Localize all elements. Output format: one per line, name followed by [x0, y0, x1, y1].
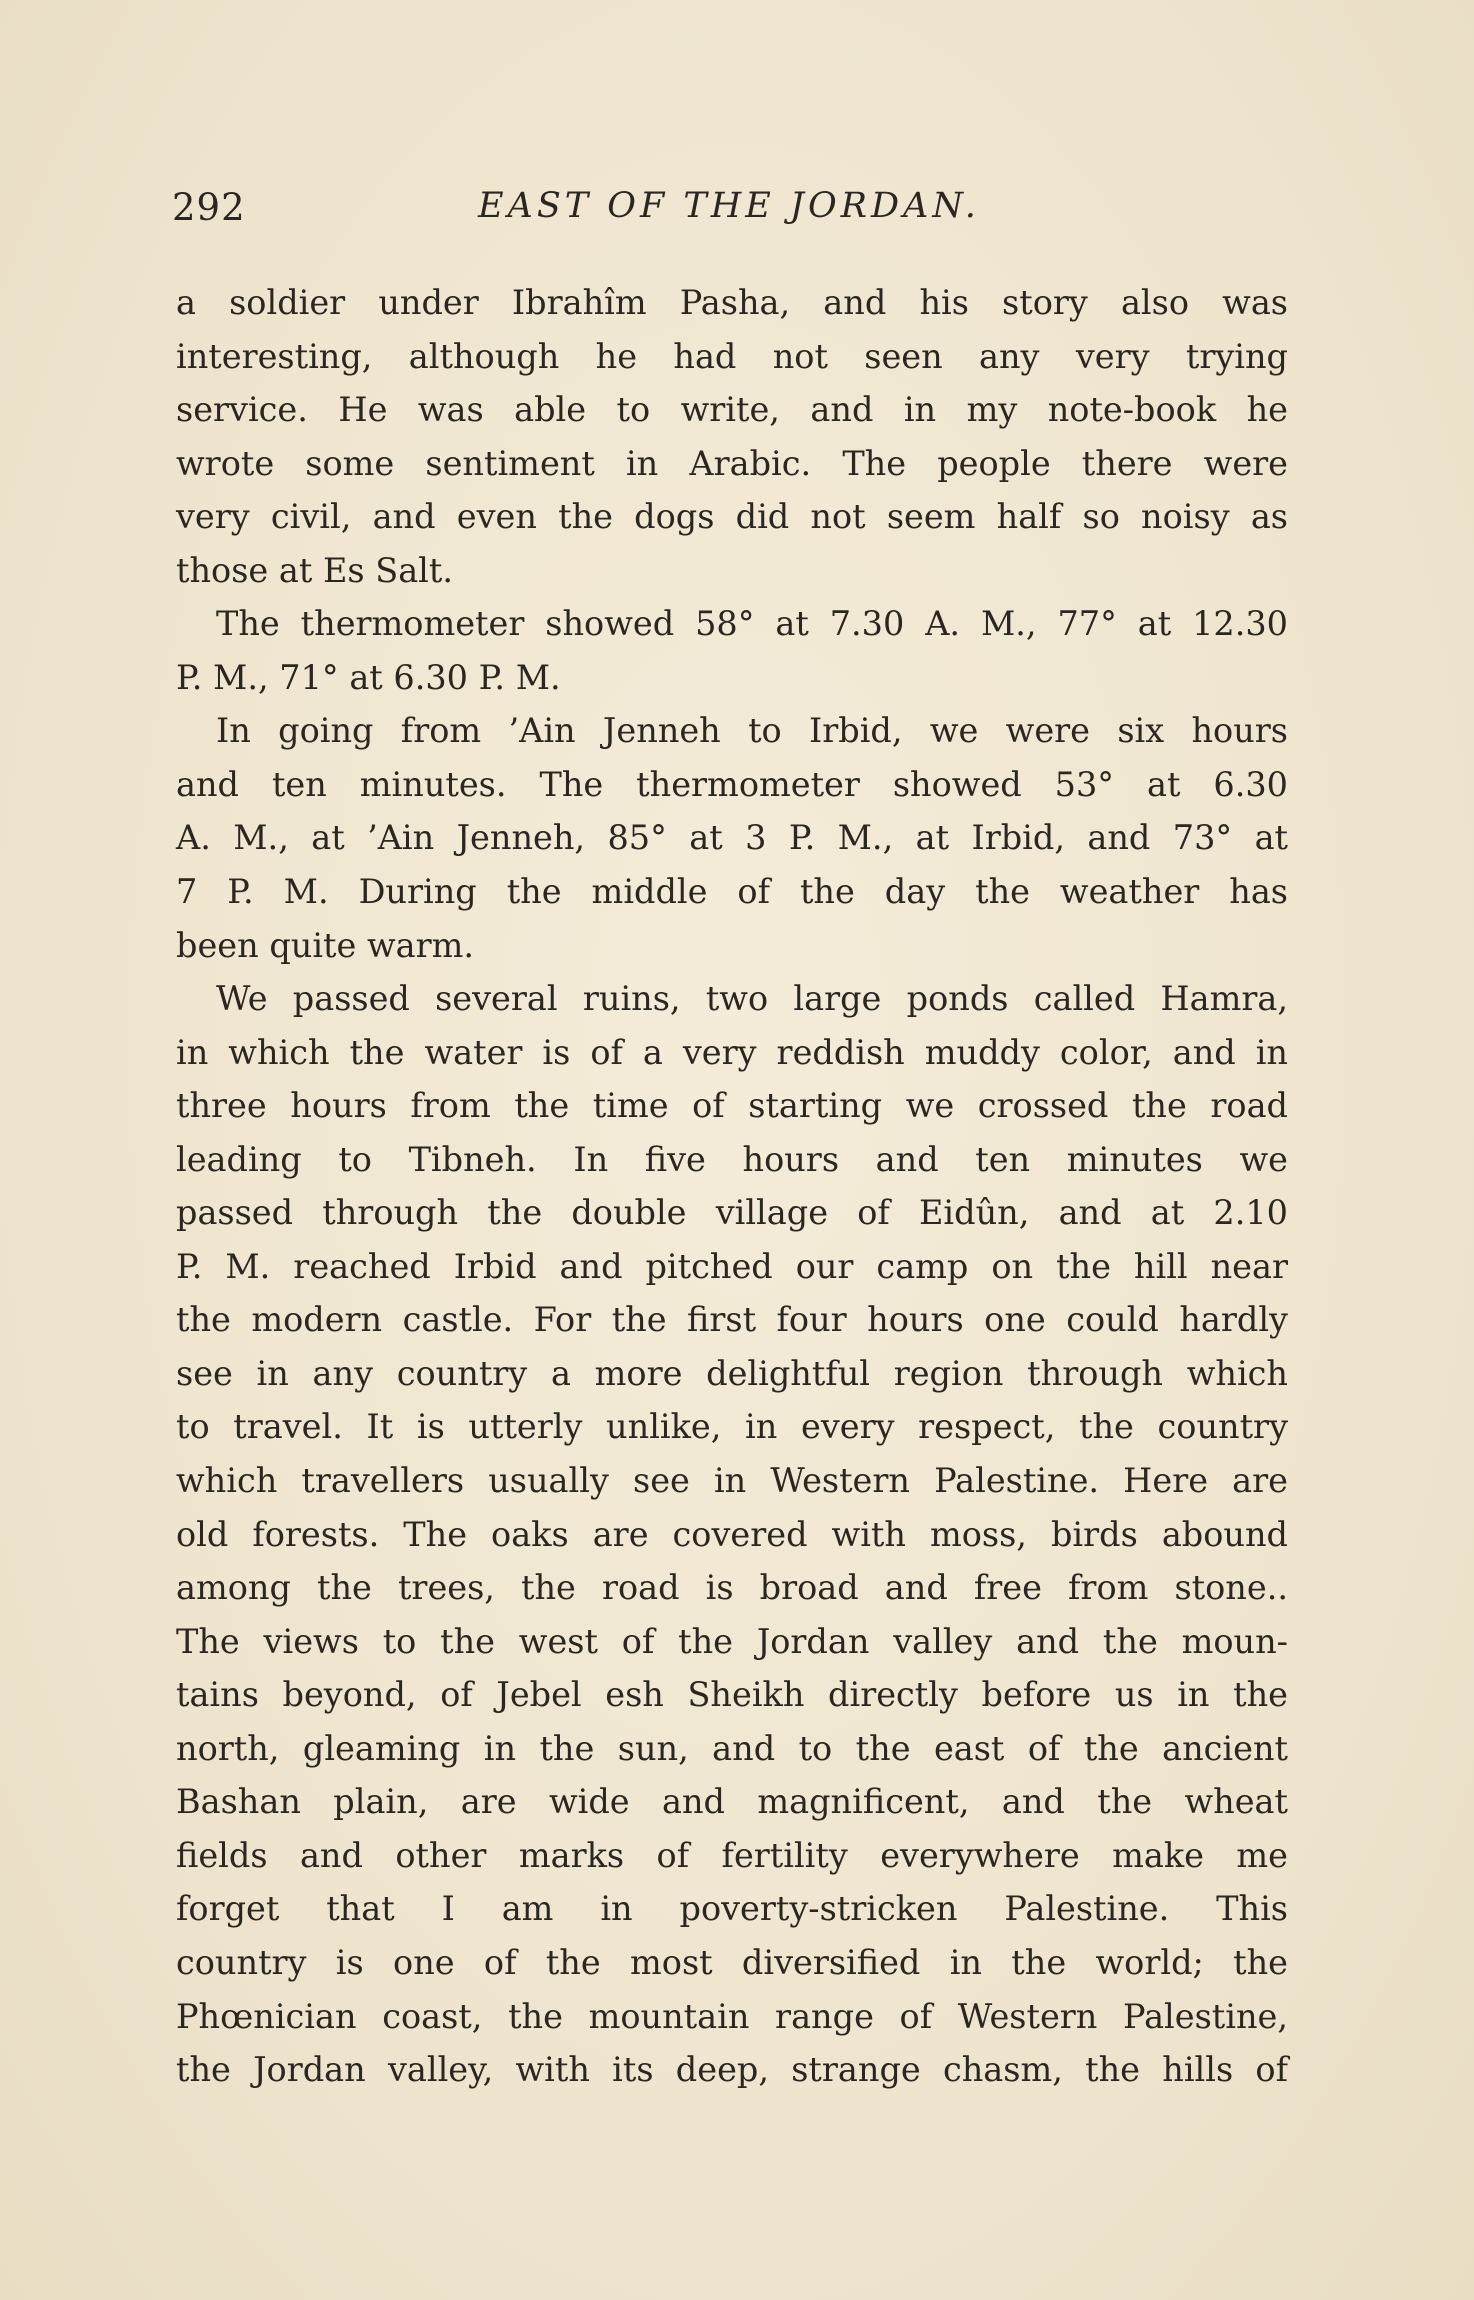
text-line: The thermometer showed 58° at 7.30 A. M., 77° at 12.30	[216, 604, 1288, 644]
text-line: country is one of the most diversified in the world; the	[176, 1942, 1288, 1982]
text-line: tains beyond, of Jebel esh Sheikh directly before us in the	[176, 1675, 1288, 1715]
text-line: the modern castle. For the first four hours one could hardly	[176, 1300, 1288, 1340]
text-line: been quite warm.	[176, 925, 475, 965]
text-line: see in any country a more delightful region through which	[176, 1353, 1288, 1393]
text-line: in which the water is of a very reddish muddy color, and in	[176, 1032, 1288, 1072]
text-line: 7 P. M. During the middle of the day the weather has	[176, 872, 1288, 912]
text-line: to travel. It is utterly unlike, in every respect, the country	[176, 1407, 1288, 1447]
page-header	[172, 186, 1292, 236]
text-line: P. M., 71° at 6.30 P. M.	[176, 657, 561, 697]
text-line: passed through the double village of Eidûn, and at 2.10	[176, 1193, 1288, 1233]
text-line: three hours from the time of starting we crossed the road	[176, 1086, 1288, 1126]
text-line: A. M., at ’Ain Jenneh, 85° at 3 P. M., at Irbid, and 73° at	[176, 818, 1288, 858]
text-line: north, gleaming in the sun, and to the east of the ancient	[176, 1728, 1288, 1768]
page-number: 292	[172, 186, 246, 229]
text-line: fields and other marks of fertility everywhere make me	[176, 1835, 1288, 1875]
text-line: forget that I am in poverty-stricken Palestine. This	[176, 1889, 1288, 1929]
text-line: a soldier under Ibrahîm Pasha, and his story also was	[176, 283, 1288, 322]
text-line: P. M. reached Irbid and pitched our camp on the hill near	[176, 1246, 1288, 1286]
text-line: very civil, and even the dogs did not seem half so noisy as	[176, 497, 1288, 537]
text-line: interesting, although he had not seen any very trying	[176, 336, 1288, 376]
text-line: old forests. The oaks are covered with moss, birds abound	[176, 1514, 1288, 1554]
text-line: service. He was able to write, and in my note-book he	[176, 390, 1288, 430]
text-line: which travellers usually see in Western Palestine. Here are	[176, 1461, 1288, 1501]
text-line: The views to the west of the Jordan valley and the moun-	[176, 1621, 1288, 1661]
text-line: In going from ’Ain Jenneh to Irbid, we were six hours	[216, 711, 1288, 751]
text-line: and ten minutes. The thermometer showed 53° at 6.30	[176, 764, 1288, 804]
body-text	[176, 276, 1288, 2097]
text-line: among the trees, the road is broad and free from stone..	[176, 1568, 1288, 1608]
text-line: We passed several ruins, two large ponds called Hamra,	[216, 979, 1288, 1019]
text-line: Phœnician coast, the mountain range of Western Palestine,	[176, 1996, 1288, 2036]
text-line: Bashan plain, are wide and magnificent, and the wheat	[176, 1782, 1288, 1822]
text-line: wrote some sentiment in Arabic. The people there were	[176, 443, 1288, 483]
text-line: those at Es Salt.	[176, 550, 453, 590]
text-line: leading to Tibneh. In five hours and ten minutes we	[176, 1139, 1288, 1179]
text-line: the Jordan valley, with its deep, strange chasm, the hills of	[176, 2050, 1288, 2090]
running-head: EAST OF THE JORDAN.	[478, 186, 980, 226]
